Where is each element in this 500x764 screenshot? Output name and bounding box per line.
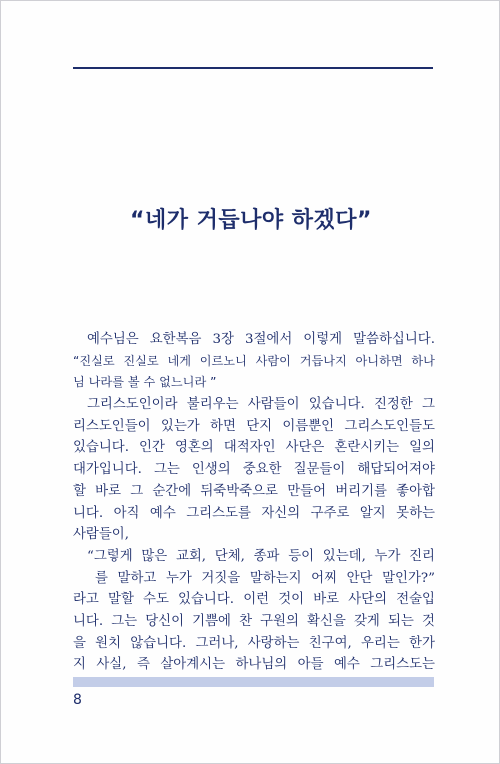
- text-line: 지 사실, 즉 살아계시는 하나님의 아들 예수 그리스도는: [73, 657, 435, 673]
- text-line: “진실로 진실로 네게 이르노니 사람이 거듭나지 아니하면 하나: [73, 353, 435, 368]
- text-line: 사람들이,: [73, 527, 129, 543]
- text-line: 대가입니다. 그는 인생의 중요한 질문들이 해답되어져야: [73, 462, 435, 478]
- text-line: 니다. 그는 당신이 기쁨에 찬 구원의 확신을 갖게 되는 것: [73, 613, 435, 629]
- page-number: 8: [73, 692, 82, 708]
- text-line: 리스도인들이 있는가 하면 단지 이름뿐인 그리스도인들도: [73, 418, 435, 434]
- text-line: 예수님은 요한복음 3장 3절에서 이렇게 말씀하십니다.: [87, 332, 435, 347]
- body-text: [73, 329, 435, 676]
- text-line: 라고 말할 수도 있습니다. 이런 것이 바로 사단의 전술입: [73, 592, 435, 608]
- text-line: 을 원치 않습니다. 그러나, 사랑하는 친구여, 우리는 한가: [73, 635, 435, 651]
- top-rule: [73, 67, 433, 69]
- text-line: 할 바로 그 순간에 뒤죽박죽으로 만들어 버리기를 좋아합: [73, 483, 435, 499]
- footer-bar: [73, 677, 434, 687]
- text-line: 있습니다. 인간 영혼의 대적자인 사단은 혼란시키는 일의: [73, 440, 435, 456]
- text-line: 니다. 아직 예수 그리스도를 자신의 구주로 알지 못하는: [73, 505, 435, 521]
- text-line: 를 말하고 누가 거짓을 말하는지 어찌 안단 말인가?”: [95, 570, 435, 586]
- text-line: 님 나라를 볼 수 없느니라 ”: [73, 375, 217, 390]
- text-line: “그렇게 많은 교회, 단체, 종파 등이 있는데, 누가 진리: [87, 548, 435, 564]
- text-line: 그리스도인이라 불리우는 사람들이 있습니다. 진정한 그: [87, 397, 435, 413]
- chapter-title: “네가 거듭나야 하겠다”: [129, 208, 372, 233]
